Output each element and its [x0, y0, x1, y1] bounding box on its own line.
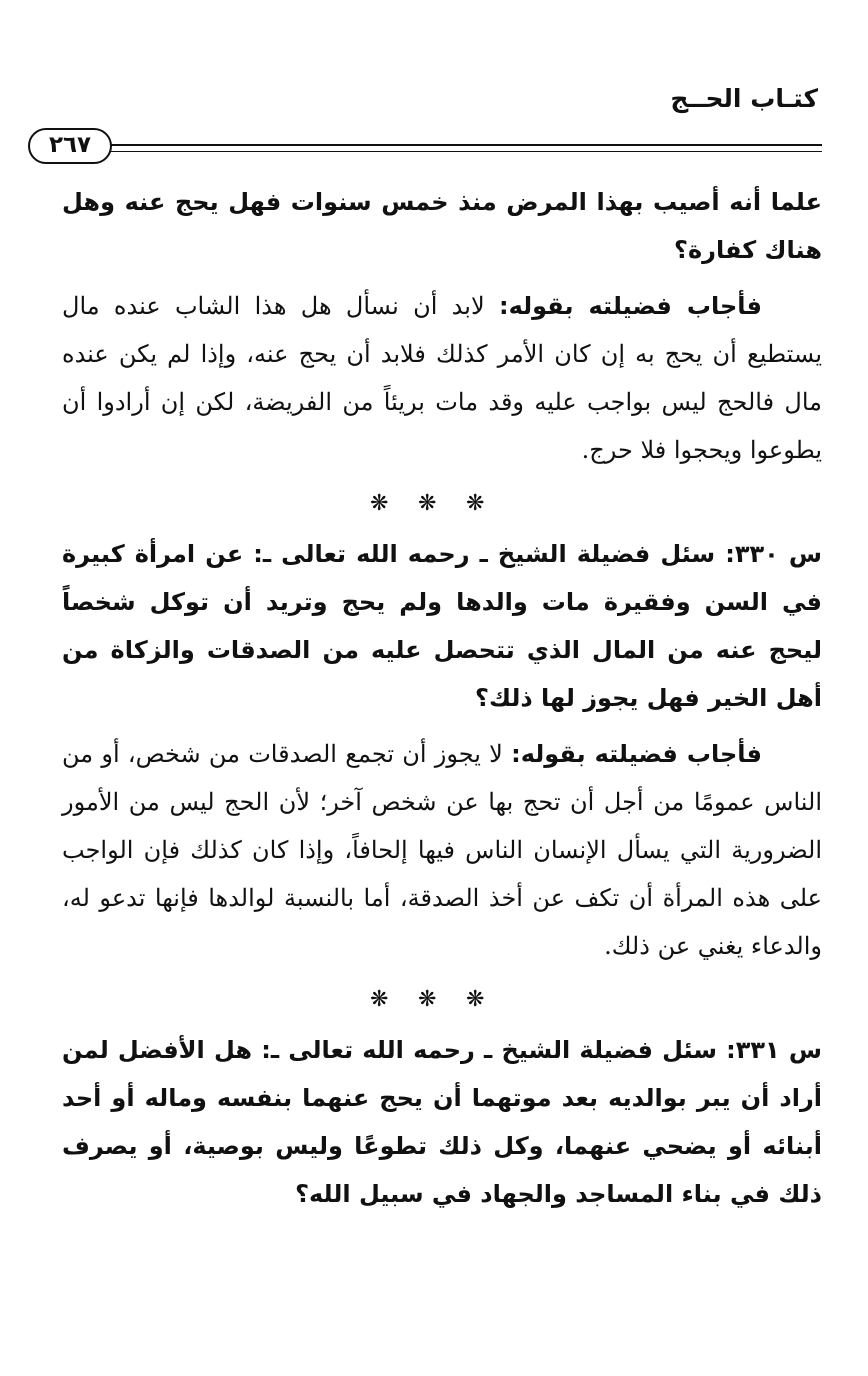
question-331: س ٣٣١: سئل فضيلة الشيخ ـ رحمه الله تعالى ـ: هل الأفضل لمن أراد أن يبر بوالديه بعد موتهما أن يحج عنهما بنفسه وماله أو أحد أبنائه أو يضحي عنهما، وكل ذلك تطوعًا وليس بوصية، أو يصرف ذلك في بناء المساجد والجهاد في سبيل الله؟: [62, 1036, 823, 1208]
answer-text: لا يجوز أن تجمع الصدقات من شخص، أو من الناس عمومًا من أجل أن تحج بها عن شخص آخر؛ لأن الحج ليس من الأمور الضرورية التي يسأل الإنسان الناس فيها إلحافاً، وإذا كان كذلك فإن الواجب على هذه المرأة أن تكف عن أخذ الصدقة، أما بالنسبة لوالدها فإنها تدعو له، والدعاء يغني عن ذلك.: [62, 740, 823, 960]
star-ornament-icon: ❋: [370, 491, 419, 516]
running-header-title: كتـاب الحــج: [670, 84, 818, 113]
answer-lead: فأجاب فضيلته بقوله:: [498, 292, 762, 320]
star-ornament-icon: ❋: [466, 987, 515, 1012]
question-329-continuation: علما أنه أصيب بهذا المرض منذ خمس سنوات فهل يحج عنه وهل هناك كفارة؟: [62, 188, 822, 264]
star-ornament-icon: ❋: [418, 491, 467, 516]
header-rule: [110, 144, 822, 152]
section-separator: [62, 980, 822, 1020]
answer-text: لابد أن نسأل هل هذا الشاب عنده مال يستطيع أن يحج به إن كان الأمر كذلك فلابد أن يحج عنه، وإذا لم يكن عنده مال فالحج ليس بواجب عليه وقد مات بريئاً من الفريضة، لكن إن أرادوا أن يطوعوا ويحجوا فلا حرج.: [62, 292, 822, 464]
page-content: [62, 178, 822, 1218]
page-number: ٢٦٧: [28, 128, 112, 164]
answer-lead: فأجاب فضيلته بقوله:: [511, 740, 762, 768]
question-330: س ٣٣٠: سئل فضيلة الشيخ ـ رحمه الله تعالى ـ: عن امرأة كبيرة في السن وفقيرة مات والدها ولم يحج وتريد أن توكل شخصاً ليحج عنه من المال الذي تتحصل عليه من الصدقات والزكاة من أهل الخير فهل يجوز لها ذلك؟: [62, 540, 822, 712]
answer-329: [62, 282, 822, 474]
star-ornament-icon: ❋: [418, 987, 467, 1012]
section-separator: [62, 484, 822, 524]
star-ornament-icon: ❋: [370, 987, 419, 1012]
star-ornament-icon: ❋: [466, 491, 515, 516]
answer-330: [62, 730, 822, 970]
